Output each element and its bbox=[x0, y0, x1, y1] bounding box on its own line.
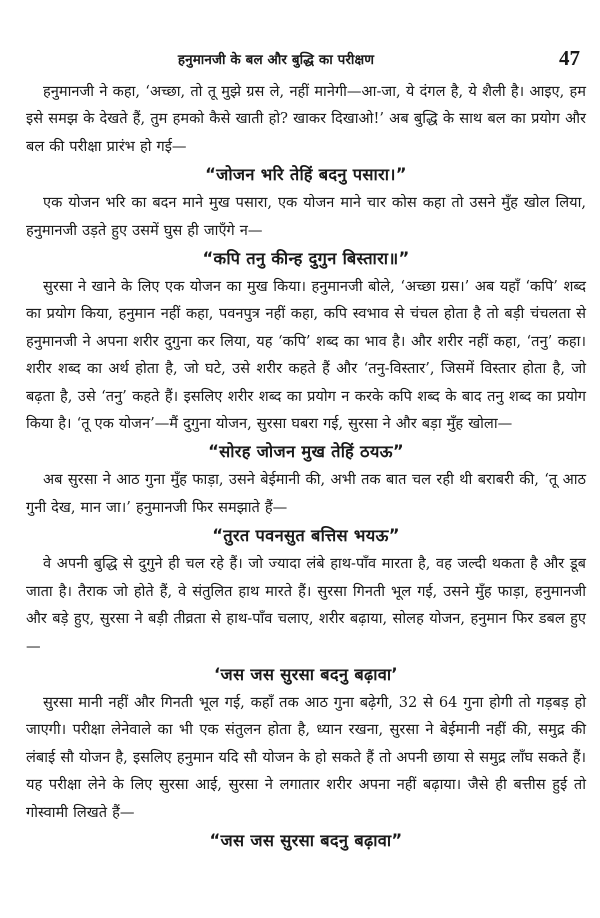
running-title: हनुमानजी के बल और बुद्धि का परीक्षण bbox=[177, 52, 375, 68]
verse-line: “तुरत पवनसुत बत्तिस भयऊ” bbox=[212, 526, 400, 546]
verse-line: “सोरह जोजन मुख तेहिं ठयऊ” bbox=[208, 442, 404, 462]
verse-line: ‘जस जस सुरसा बदनु बढ़ावा’ bbox=[214, 664, 398, 684]
verse-line: “जोजन भरि तेहिं बदनु पसारा।” bbox=[205, 165, 407, 185]
paragraph: अब सुरसा ने आठ गुना मुँह फाड़ा, उसने बेईमानी की, अभी तक बात चल रही थी बराबरी की, ‘तू आठ गुनी देख, मान जा।’ हनुमानजी फिर समझाते हैं— bbox=[26, 471, 586, 516]
paragraph: सुरसा ने खाने के लिए एक योजन का मुख किया। हनुमानजी बोले, ‘अच्छा ग्रस।’ अब यहाँ ‘कपि’ शब्द का प्रयोग किया, हनुमान नहीं कहा, पवनपुत्र नहीं कहा, कपि स्वभाव से चंचल होता है तो बड़ी चंचलता से हनुमानजी ने अपना शरीर दुगुना कर लिया, यह ‘कपि’ शब्द का भाव है। और शरीर नहीं कहा, ‘तनु’ कहा। शरीर शब्द का अर्थ होता है, जो घटे, उसे शरीर कहते हैं और ‘तनु-विस्तार’, जिसमें विस्तार होता है, जो बढ़ता है, उसे ‘तनु’ कहते हैं। इसलिए शरीर शब्द का प्रयोग न करके कपि शब्द के बाद तनु शब्द का प्रयोग किया है। ‘तू एक योजन’—मैं दुगुना योजन, सुरसा घबरा गई, सुरसा ने और बड़ा मुँह खोला— bbox=[26, 278, 586, 433]
page-body bbox=[26, 78, 586, 855]
paragraph: एक योजन भरि का बदन माने मुख पसारा, एक योजन माने चार कोस कहा तो उसने मुँह खोल लिया, हनुमानजी उड़ते हुए उसमें घुस ही जाएँगे न— bbox=[26, 194, 586, 239]
paragraph: सुरसा मानी नहीं और गिनती भूल गई, कहाँ तक आठ गुना बढ़ेगी, 32 से 64 गुना होगी तो गड़बड़ हो जाएगी। परीक्षा लेनेवाले का भी एक संतुलन होता है, ध्यान रखना, सुरसा ने बेईमानी नहीं की, समुद्र की लंबाई सौ योजन है, इसलिए हनुमान यदि सौ योजन के हो सकते हैं तो अपनी छाया से समुद्र लाँघ सकते हैं। यह परीक्षा लेने के लिए सुरसा आई, सुरसा ने लगातार शरीर अपना नहीं बढ़ाया। जैसे ही बत्तीस हुई तो गोस्वामी लिखते हैं— bbox=[26, 693, 586, 821]
page-header bbox=[26, 0, 586, 78]
verse-line: “जस जस सुरसा बदनु बढ़ावा” bbox=[209, 830, 403, 850]
paragraph: हनुमानजी ने कहा, ‘अच्छा, तो तू मुझे ग्रस ले, नहीं मानेगी—आ-जा, ये दंगल है, ये शैली है। आइए, हम इसे समझ के देखते हैं, तुम हमको कैसे खाती हो? खाकर दिखाओ!’ अब बुद्धि के साथ बल का प्रयोग और बल की परीक्षा प्रारंभ हो गई— bbox=[26, 83, 586, 155]
verse-line: “कपि तनु कीन्ह दुगुन बिस्तारा॥” bbox=[202, 249, 410, 269]
page-number: 47 bbox=[559, 46, 580, 70]
paragraph: वे अपनी बुद्धि से दुगुने ही चल रहे हैं। जो ज्यादा लंबे हाथ-पाँव मारता है, वह जल्दी थकता है और डूब जाता है। तैराक जो होते हैं, वे संतुलित हाथ मारते हैं। सुरसा गिनती भूल गई, उसने मुँह फाड़ा, हनुमानजी और बड़े हुए, सुरसा ने बड़ी तीव्रता से हाथ-पाँव चलाए, शरीर बढ़ाया, सोलह योजन, हनुमान फिर डबल हुए— bbox=[26, 555, 586, 655]
